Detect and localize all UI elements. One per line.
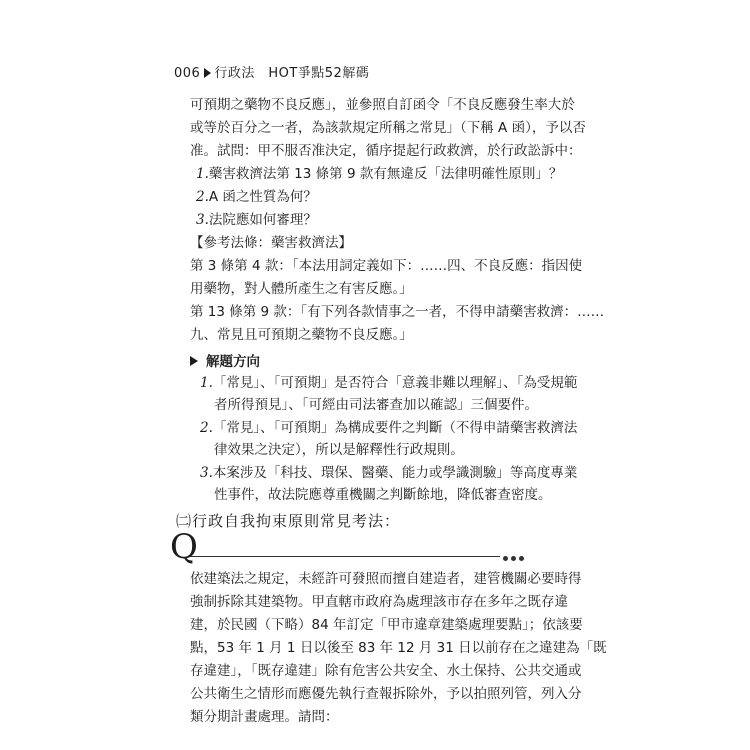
solution-line: 者所得預見」、「可經由司法審查加以確認」三個要件。 bbox=[214, 397, 538, 413]
solution-line: 本案涉及「科技、環保、醫藥、能力或學識測驗」等高度專業 bbox=[212, 465, 578, 481]
ellipsis-dots-icon bbox=[503, 551, 527, 563]
solution-line: 性事件，故法院應尊重機關之判斷餘地，降低審查密度。 bbox=[214, 487, 552, 503]
solution-heading bbox=[190, 350, 260, 370]
solution-line: 「常見」、「可預期」是否符合「意義非難以理解」、「為受規範 bbox=[212, 375, 578, 391]
question-number: 2. bbox=[196, 189, 209, 205]
reference-line: 九、常見且可預期之藥物不良反應。」 bbox=[190, 327, 413, 343]
case-line: 公共衛生之情形而應優先執行查報拆除外，予以拍照列管，列入分 bbox=[190, 686, 582, 702]
running-header bbox=[174, 62, 369, 81]
question-text: 藥害救濟法第 13 條第 9 款有無違反「法律明確性原則」？ bbox=[208, 166, 563, 182]
q-marker: Q bbox=[170, 527, 198, 567]
solution-number: 1. bbox=[200, 375, 213, 391]
question-text: A 函之性質為何？ bbox=[208, 189, 317, 205]
case-line: 建，於民國（下略）84 年訂定「甲市違章建築處理要點」；依該要 bbox=[190, 617, 583, 633]
reference-heading: 【參考法條：藥害救濟法】 bbox=[190, 235, 352, 251]
solution-line: 律效果之決定），所以是解釋性行政規則。 bbox=[214, 442, 464, 458]
intro-line: 可預期之藥物不良反應」，並參照自訂函令「不良反應發生率大於 bbox=[190, 97, 575, 113]
case-line: 依建築法之規定，未經許可發照而擅自建造者，建管機關必要時得 bbox=[190, 571, 582, 587]
case-line: 存違建」，「既存違建」除有危害公共安全、水土保持、公共交通或 bbox=[190, 663, 582, 679]
solution-item bbox=[200, 419, 577, 437]
q-divider bbox=[190, 556, 500, 557]
question-text: 法院應如何審理？ bbox=[208, 212, 317, 228]
question-item bbox=[196, 211, 317, 229]
question-number: 3. bbox=[196, 212, 209, 228]
section-title: ㈡行政自我拘束原則常見考法： bbox=[176, 512, 401, 530]
question-item bbox=[196, 188, 317, 206]
book-title: 行政法 HOT爭點52解碼 bbox=[214, 66, 370, 81]
solution-number: 2. bbox=[200, 420, 213, 436]
question-item bbox=[196, 165, 562, 183]
play-arrow-icon bbox=[204, 68, 211, 78]
solution-heading-text: 解題方向 bbox=[206, 354, 260, 370]
solution-item bbox=[200, 374, 577, 392]
case-line: 類分期計畫處理。請問： bbox=[190, 709, 339, 725]
intro-line: 准。試問：甲不服否准決定，循序提起行政救濟，於行政訟訴中： bbox=[190, 143, 582, 159]
reference-line: 用藥物，對人體所產生之有害反應。」 bbox=[190, 281, 413, 297]
solution-item bbox=[200, 464, 577, 482]
question-number: 1. bbox=[196, 166, 209, 182]
case-line: 強制拆除其建築物。甲直轄市政府為處理該市存在多年之既存違 bbox=[190, 594, 568, 610]
reference-line: 第 13 條第 9 款：「有下列各款情事之一者，不得申請藥害救濟：…… bbox=[190, 304, 605, 320]
reference-line: 第 3 條第 4 款：「本法用詞定義如下：……四、不良反應：指因使 bbox=[190, 258, 583, 274]
case-line: 點，53 年 1 月 1 日以後至 83 年 12 月 31 日以前存在之違建為「既 bbox=[190, 640, 607, 656]
bullet-arrow-icon bbox=[190, 356, 198, 366]
solution-line: 「常見」、「可預期」為構成要件之判斷（不得申請藥害救濟法 bbox=[212, 420, 578, 436]
intro-line: 或等於百分之一者，為該款規定所稱之常見」（下稱 A 函），予以否 bbox=[190, 120, 586, 136]
page-number: 006 bbox=[174, 66, 201, 81]
solution-number: 3. bbox=[200, 465, 213, 481]
